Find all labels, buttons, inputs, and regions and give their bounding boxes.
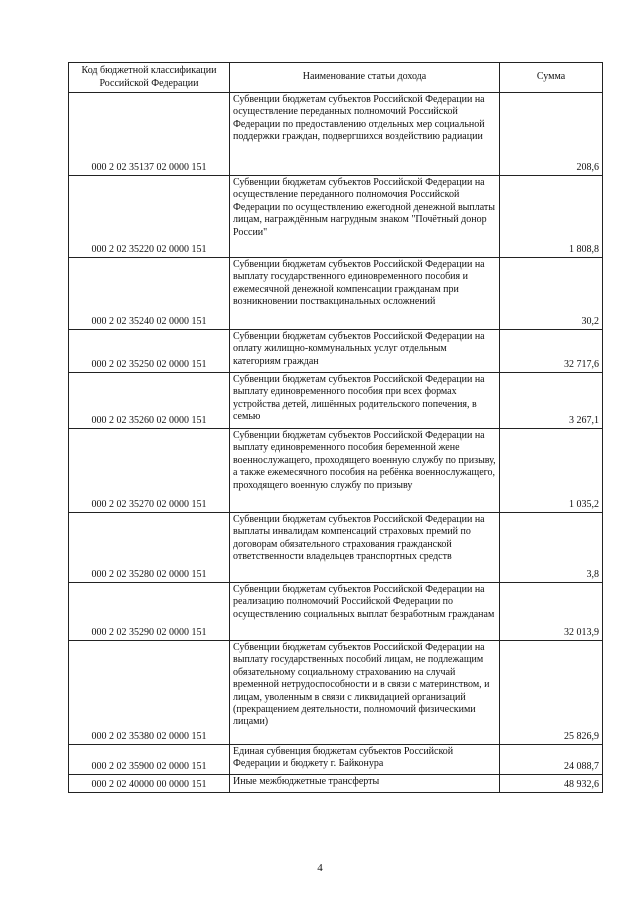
row-code: 000 2 02 35900 02 0000 151: [69, 745, 230, 775]
table-row: [69, 330, 603, 373]
table-row: [69, 641, 603, 745]
table-row: [69, 429, 603, 513]
page-number: 4: [317, 862, 323, 874]
table-row: [69, 745, 603, 775]
row-code: 000 2 02 35270 02 0000 151: [69, 429, 230, 513]
row-code: 000 2 02 35290 02 0000 151: [69, 583, 230, 641]
table-row: [69, 176, 603, 258]
row-name: Субвенции бюджетам субъектов Российской Федерации на реализацию полномочий Российской Федерации по осуществлению социальных выплат безработным гражданам: [230, 583, 500, 641]
table-row: [69, 373, 603, 429]
row-name: Иные межбюджетные трансферты: [230, 775, 500, 793]
row-code: 000 2 02 40000 00 0000 151: [69, 775, 230, 793]
header-code: Код бюджетной классификации Российской Федерации: [69, 63, 230, 93]
row-name: Субвенции бюджетам субъектов Российской Федерации на оплату жилищно-коммунальных услуг отдельным категориям граждан: [230, 330, 500, 373]
row-sum: 24 088,7: [500, 745, 603, 775]
row-sum: 3 267,1: [500, 373, 603, 429]
row-code: 000 2 02 35137 02 0000 151: [69, 93, 230, 176]
header-sum: Сумма: [500, 63, 603, 93]
row-code: 000 2 02 35380 02 0000 151: [69, 641, 230, 745]
row-name: Субвенции бюджетам субъектов Российской Федерации на выплаты инвалидам компенсаций страховых премий по договорам обязательного страхования гражданской ответственности владельцев транспортных средств: [230, 513, 500, 583]
row-sum: 32 013,9: [500, 583, 603, 641]
table-header-row: [69, 63, 603, 93]
row-sum: 208,6: [500, 93, 603, 176]
row-name: Субвенции бюджетам субъектов Российской Федерации на осуществление переданного полномочия Российской Федерации по осуществлению ежегодной денежной выплаты лицам, награждённым нагрудным знаком "Почётный донор России": [230, 176, 500, 258]
row-code: 000 2 02 35280 02 0000 151: [69, 513, 230, 583]
header-name: Наименование статьи дохода: [230, 63, 500, 93]
table-row: [69, 583, 603, 641]
row-code: 000 2 02 35260 02 0000 151: [69, 373, 230, 429]
table-row: [69, 258, 603, 330]
row-sum: 1 808,8: [500, 176, 603, 258]
table-row: [69, 93, 603, 176]
row-code: 000 2 02 35240 02 0000 151: [69, 258, 230, 330]
row-sum: 25 826,9: [500, 641, 603, 745]
row-sum: 1 035,2: [500, 429, 603, 513]
row-sum: 3,8: [500, 513, 603, 583]
table-row: [69, 513, 603, 583]
row-name: Субвенции бюджетам субъектов Российской Федерации на выплату единовременного пособия беременной жене военнослужащего, проходящего военную службу по призыву, а также ежемесячного пособия на ребёнка военнослужащего, проходящего военную службу по призыву: [230, 429, 500, 513]
row-code: 000 2 02 35250 02 0000 151: [69, 330, 230, 373]
revenue-table: [68, 62, 603, 793]
row-name: Субвенции бюджетам субъектов Российской Федерации на выплату государственных пособий лицам, не подлежащим обязательному социальному страхованию на случай временной нетрудоспособности и в связи с материнством, и лицам, уволенным в связи с ликвидацией организаций (прекращением деятельности, полномочий физическими лицами): [230, 641, 500, 745]
row-sum: 48 932,6: [500, 775, 603, 793]
table-row: [69, 775, 603, 793]
row-code: 000 2 02 35220 02 0000 151: [69, 176, 230, 258]
row-name: Единая субвенция бюджетам субъектов Российской Федерации и бюджету г. Байконура: [230, 745, 500, 775]
row-sum: 30,2: [500, 258, 603, 330]
row-name: Субвенции бюджетам субъектов Российской Федерации на выплату государственного единовременного пособия и ежемесячной денежной компенсации гражданам при возникновении поствакцинальных осложнений: [230, 258, 500, 330]
row-sum: 32 717,6: [500, 330, 603, 373]
row-name: Субвенции бюджетам субъектов Российской Федерации на выплату единовременного пособия при всех формах устройства детей, лишённых родительского попечения, в семью: [230, 373, 500, 429]
row-name: Субвенции бюджетам субъектов Российской Федерации на осуществление переданных полномочий Российской Федерации по предоставлению отдельных мер социальной поддержки граждан, подвергшихся воздействию радиации: [230, 93, 500, 176]
